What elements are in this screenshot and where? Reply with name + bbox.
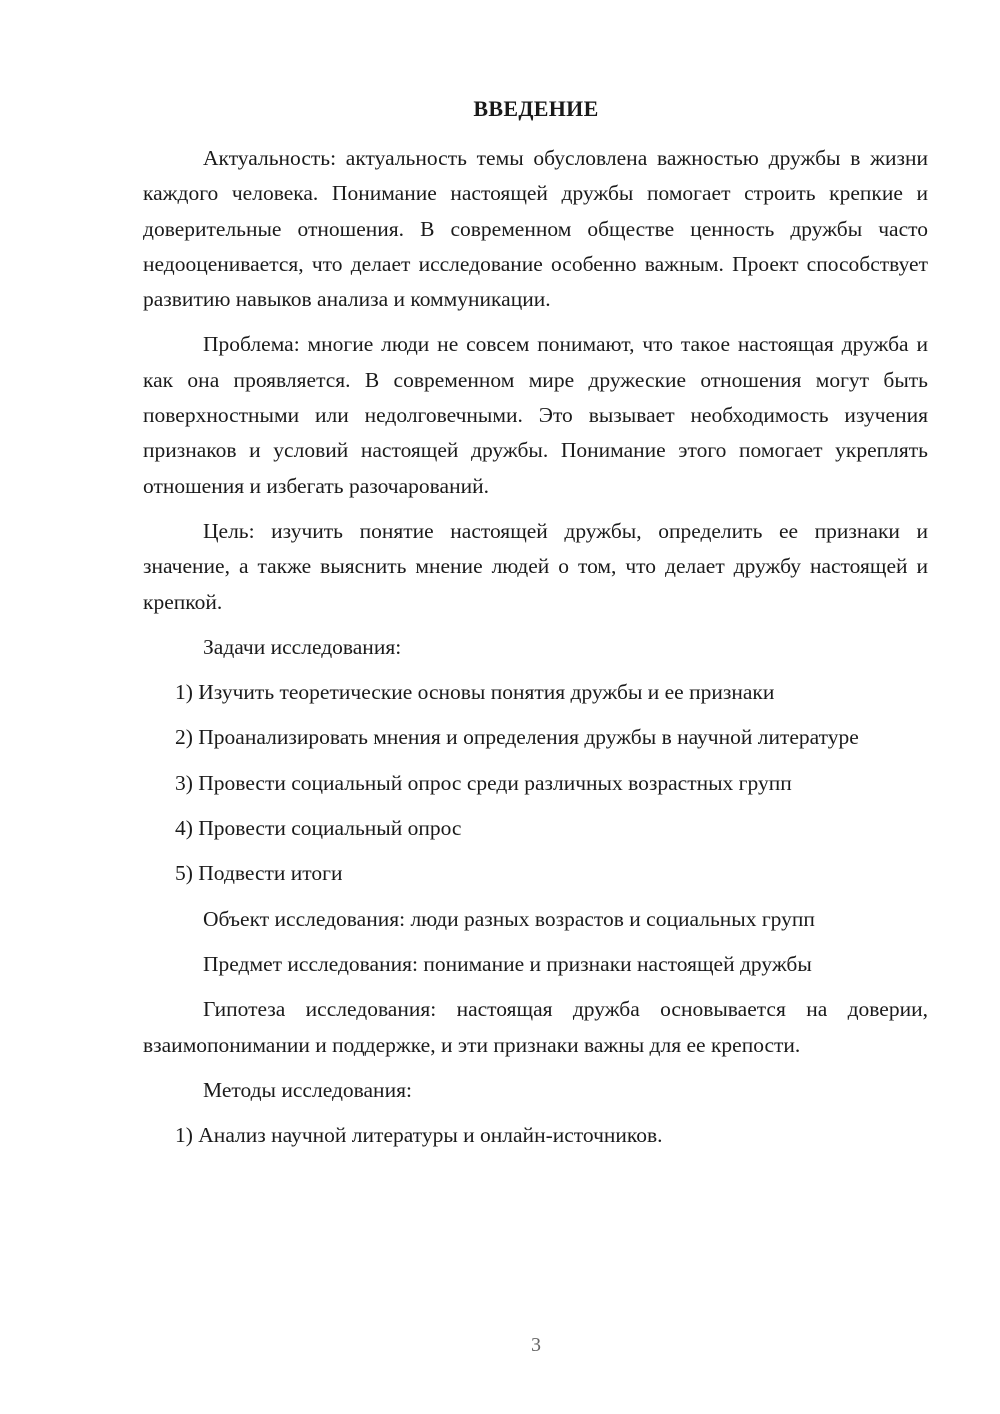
task-item: 3) Провести социальный опрос среди различных возрастных групп xyxy=(175,770,792,795)
page-title: ВВЕДЕНИЕ xyxy=(473,96,599,121)
relevance-paragraph: Актуальность: актуальность темы обусловлена важностью дружбы в жизни каждого человека. Понимание настоящей дружбы помогает строить крепкие и доверительные отношения. В современном обществе ценность дружбы часто недооценивается, что делает исследование особенно важным. Проект способствует развитию навыков анализа и коммуникации. xyxy=(143,146,928,312)
goal-paragraph: Цель: изучить понятие настоящей дружбы, определить ее признаки и значение, а также выяснить мнение людей о том, что делает дружбу настоящей и крепкой. xyxy=(143,518,928,614)
page-number: 3 xyxy=(531,1334,541,1356)
task-item: 4) Провести социальный опрос xyxy=(175,816,462,841)
method-item: 1) Анализ научной литературы и онлайн-источников. xyxy=(175,1123,663,1148)
task-item: 1) Изучить теоретические основы понятия дружбы и ее признаки xyxy=(175,680,775,705)
hypothesis-paragraph: Гипотеза исследования: настоящая дружба основывается на доверии, взаимопонимании и поддержке, и эти признаки важны для ее крепости. xyxy=(143,997,928,1057)
task-item: 5) Подвести итоги xyxy=(175,861,343,886)
task-item: 2) Проанализировать мнения и определения дружбы в научной литературе xyxy=(175,725,859,750)
tasks-heading: Задачи исследования: xyxy=(203,634,402,659)
document-body xyxy=(143,141,928,1163)
methods-heading: Методы исследования: xyxy=(203,1077,412,1102)
subject-paragraph: Предмет исследования: понимание и признаки настоящей дружбы xyxy=(203,951,812,976)
object-paragraph: Объект исследования: люди разных возрастов и социальных групп xyxy=(203,906,815,931)
problem-paragraph: Проблема: многие люди не совсем понимают, что такое настоящая дружба и как она проявляется. В современном мире дружеские отношения могут быть поверхностными или недолговечными. Это вызывает необходимость изучения признаков и условий настоящей дружбы. Понимание этого помогает укреплять отношения и избегать разочарований. xyxy=(143,332,928,498)
